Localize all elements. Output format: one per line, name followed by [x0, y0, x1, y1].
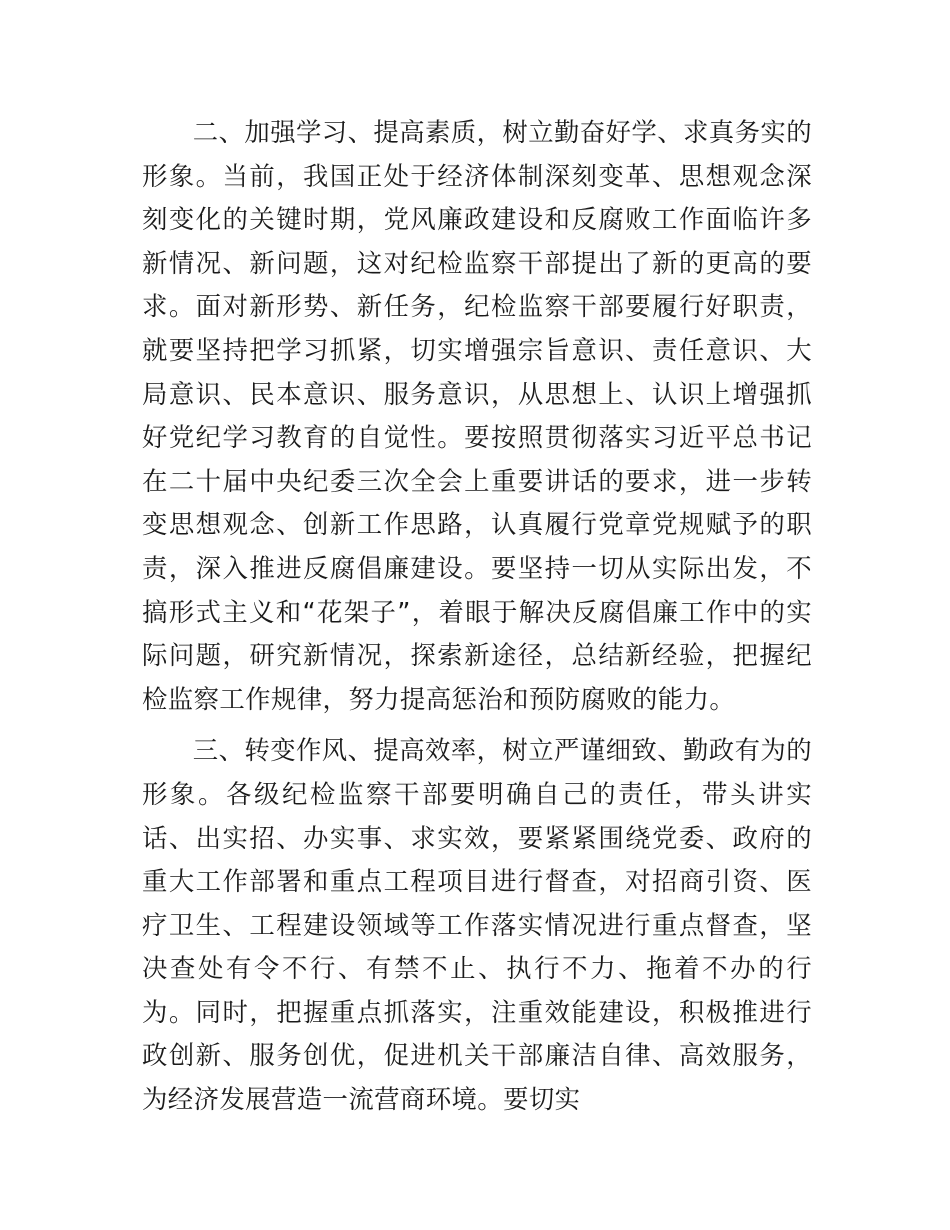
document-body	[142, 111, 812, 1122]
paragraph-strengthen-learning: 二、加强学习、提高素质，树立勤奋好学、求真务实的形象。当前，我国正处于经济体制深刻变革、思想观念深刻变化的关键时期，党风廉政建设和反腐败工作面临许多新情况、新问题，这对纪检监察干部提出了新的更高的要求。面对新形势、新任务，纪检监察干部要履行好职责，就要坚持把学习抓紧，切实增强宗旨意识、责任意识、大局意识、民本意识、服务意识，从思想上、认识上增强抓好党纪学习教育的自觉性。要按照贯彻落实习近平总书记在二十届中央纪委三次全会上重要讲话的要求，进一步转变思想观念、创新工作思路，认真履行党章党规赋予的职责，深入推进反腐倡廉建设。要坚持一切从实际出发，不搞形式主义和“花架子”，着眼于解决反腐倡廉工作中的实际问题，研究新情况，探索新途径，总结新经验，把握纪检监察工作规律，努力提高惩治和预防腐败的能力。	[142, 117, 812, 714]
paragraph-change-work-style: 三、转变作风、提高效率，树立严谨细致、勤政有为的形象。各级纪检监察干部要明确自己的责任，带头讲实话、出实招、办实事、求实效，要紧紧围绕党委、政府的重大工作部署和重点工程项目进行督查，对招商引资、医疗卫生、工程建设领域等工作落实情况进行重点督查，坚决查处有令不行、有禁不止、执行不力、拖着不办的行为。同时，把握重点抓落实，注重效能建设，积极推进行政创新、服务创优，促进机关干部廉洁自律、高效服务，为经济发展营造一流营商环境。要切实	[142, 735, 812, 1115]
